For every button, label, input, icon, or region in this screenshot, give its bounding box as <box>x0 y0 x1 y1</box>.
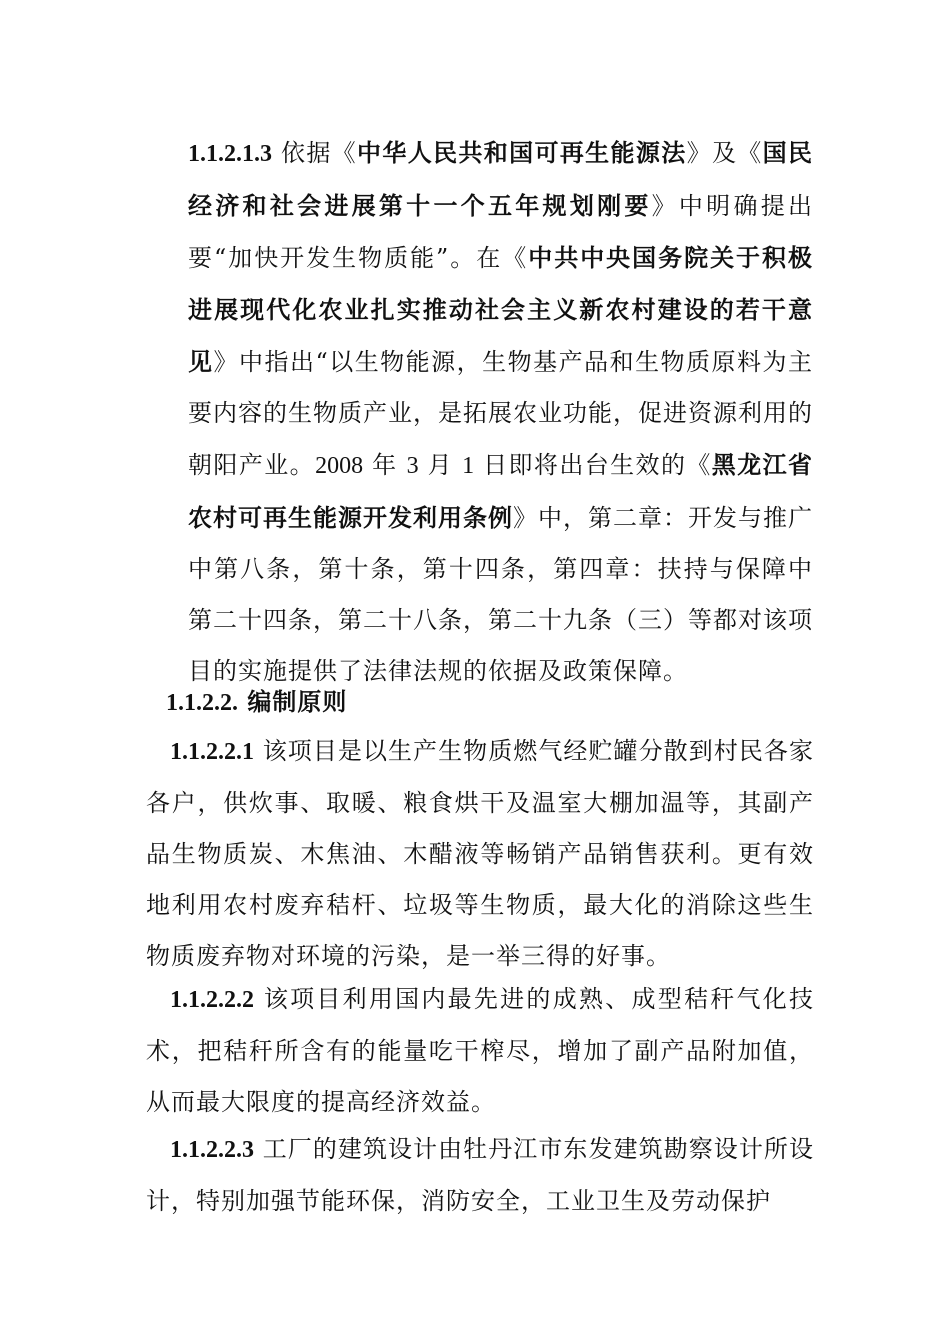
plan-title-eleventh-five-year: 国民经济和社会进展第十一个五年规划刚要 <box>188 138 814 220</box>
section-number: 1.1.2.2.3 <box>170 1137 254 1163</box>
date-year: 2008 <box>315 453 364 479</box>
paragraph-text: 该项目是以生产生物质燃气经贮罐分散到村民各家各户，供炊事、取暖、粮食烘干及温室大棚加温等，其副产品生物质炭、木焦油、木醋液等畅销产品销售获利。更有效地利用农村废弃秸杆、垃圾等生物质，最大化的消除这些生物质废弃物对环境的污染，是一举三得的好事。 <box>146 737 814 970</box>
section-heading <box>166 676 816 729</box>
date-month: 3 <box>406 453 419 479</box>
section-number: 1.1.2.2.1 <box>170 739 254 765</box>
paragraph-text: 工厂的建筑设计由牡丹江市东发建筑勘察设计所设计，特别加强节能环保，消防安全，工业卫生及劳动保护 <box>146 1135 814 1215</box>
opinion-title-new-countryside: 中共中央国务院关于积极进展现代化农业扎实推动社会主义新农村建设的若干意见 <box>188 243 814 376</box>
paragraph-1-1-2-2-1 <box>146 726 814 982</box>
paragraph-1-1-2-2-3 <box>146 1124 814 1227</box>
paragraph-text: 》中指出“以生物能源，生物基产品和生物质原料为主要内容的生物质产业，是拓展农业功能，促进资源利用的朝阳产业。 <box>188 348 813 479</box>
paragraph-text: 月 <box>418 451 463 479</box>
law-title-heilongjiang: 黑龙江省农村可再生能源开发利用条例 <box>188 450 814 532</box>
date-day: 1 <box>462 453 475 479</box>
section-title: 编制原则 <box>238 687 348 716</box>
paragraph-1-1-2-1-3 <box>188 127 813 697</box>
paragraph-text: 日即将出台生效的《 <box>474 451 712 479</box>
paragraph-text: 》及《 <box>686 139 763 167</box>
law-title-renewable-energy: 中华人民共和国可再生能源法 <box>357 138 687 167</box>
paragraph-text: 》中，第二章：开发与推广中第八条，第十条，第十四条，第四章：扶持与保障中 第二十四条，第二十八条，第二十九条（三）等都对该项目的实施提供了法律法规的依据及政策保障。 <box>188 504 813 685</box>
paragraph-text: 》中明确提出要“加快开发生物质能”。在《 <box>188 192 814 272</box>
paragraph-text: 依据《 <box>272 139 358 167</box>
paragraph-1-1-2-2-2 <box>146 974 814 1128</box>
section-number: 1.1.2.2. <box>166 690 238 716</box>
section-number: 1.1.2.1.3 <box>188 141 272 167</box>
section-number: 1.1.2.2.2 <box>170 987 254 1013</box>
paragraph-text: 该项目利用国内最先进的成熟、成型秸秆气化技术，把秸秆所含有的能量吃干榨尽，增加了副产品附加值，从而最大限度的提高经济效益。 <box>146 985 814 1116</box>
paragraph-text: 年 <box>363 451 407 479</box>
